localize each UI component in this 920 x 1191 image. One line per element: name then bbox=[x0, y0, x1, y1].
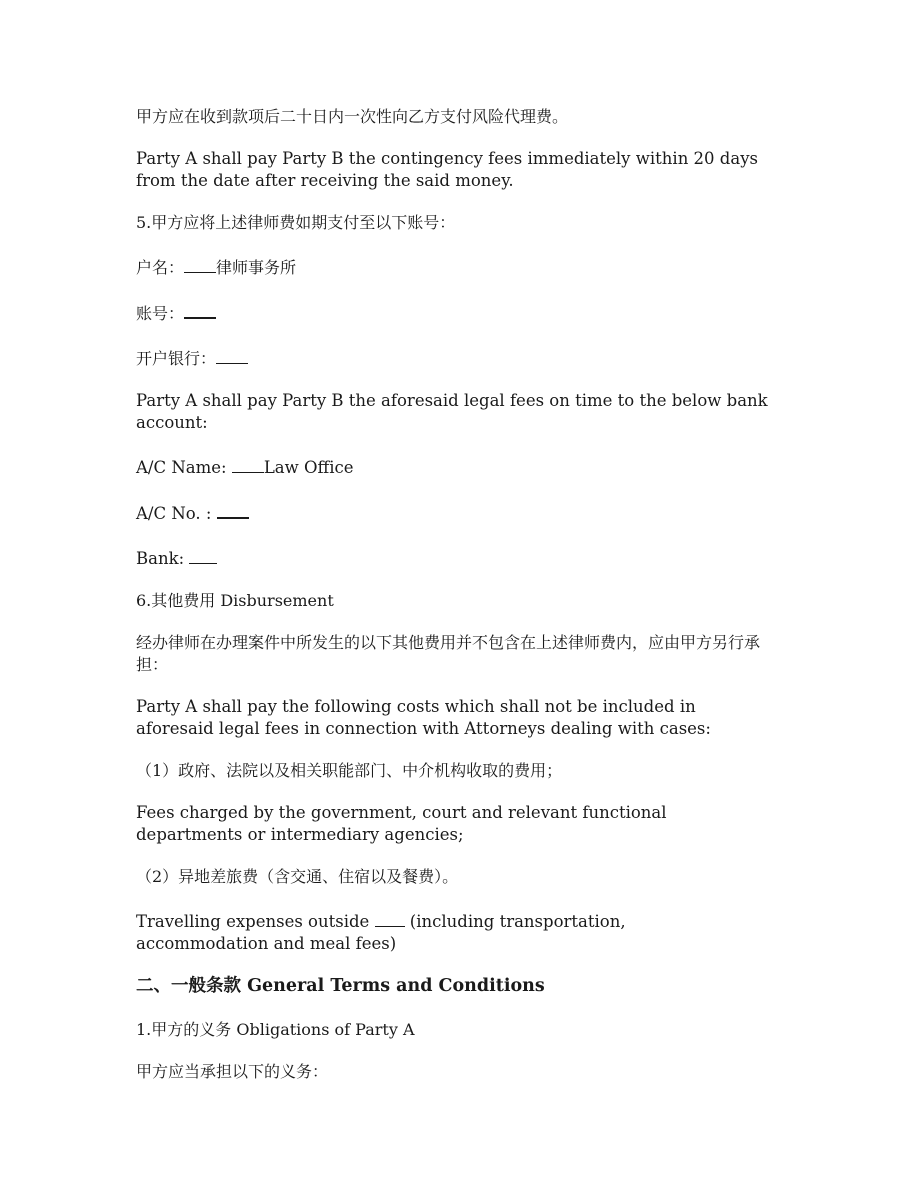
blank-line bbox=[189, 545, 217, 564]
bank-name-en bbox=[136, 545, 796, 570]
paragraph-obligations-intro-cn: 甲方应当承担以下的义务： bbox=[136, 1062, 329, 1081]
document-body bbox=[136, 106, 796, 1103]
blank-line bbox=[217, 499, 249, 519]
account-name-label: 户名： bbox=[136, 258, 185, 277]
paragraph-disbursement-en: Party A shall pay the following costs which shall not be included in aforesaid legal fees in connection with Attorneys dealing with cases: bbox=[136, 697, 711, 738]
paragraph-payment-timing-en: Party A shall pay Party B the contingency fees immediately within 20 days from the date after receiving the said money. bbox=[136, 149, 764, 190]
bank-name-label: 开户银行： bbox=[136, 349, 217, 368]
blank-line bbox=[375, 908, 405, 927]
paragraph-payment-timing-cn: 甲方应在收到款项后二十日内一次性向乙方支付风险代理费。 bbox=[136, 107, 569, 126]
travel-prefix: Travelling expenses outside bbox=[136, 912, 375, 931]
travel-suffix: (including transportation, accommodation and meal fees) bbox=[136, 912, 631, 953]
section-disbursement-title: 6.其他费用 Disbursement bbox=[136, 591, 334, 610]
account-name-suffix: 律师事务所 bbox=[216, 258, 297, 277]
blank-line bbox=[216, 345, 248, 364]
item-2-cn: （2）异地差旅费（含交通、住宿以及餐费）。 bbox=[136, 867, 459, 886]
account-number-label-en: A/C No. : bbox=[136, 504, 217, 523]
item-1-en: Fees charged by the government, court and relevant functional departments or intermediary agencies; bbox=[136, 803, 672, 844]
section-heading-general-terms: 二、一般条款 General Terms and Conditions bbox=[136, 976, 545, 996]
account-name-en bbox=[136, 454, 796, 479]
bank-name-label-en: Bank: bbox=[136, 549, 190, 568]
account-name-cn bbox=[136, 254, 796, 279]
account-number-cn bbox=[136, 299, 796, 325]
blank-line bbox=[184, 254, 216, 273]
blank-line bbox=[184, 299, 216, 319]
paragraph-account-intro-en: Party A shall pay Party B the aforesaid legal fees on time to the below bank account: bbox=[136, 391, 773, 432]
account-number-en bbox=[136, 499, 796, 525]
subsection-obligations-party-a: 1.甲方的义务 Obligations of Party A bbox=[136, 1020, 415, 1039]
bank-name-cn bbox=[136, 345, 796, 370]
item-1-cn: （1）政府、法院以及相关职能部门、中介机构收取的费用； bbox=[136, 761, 563, 780]
paragraph-account-intro-cn: 5.甲方应将上述律师费如期支付至以下账号： bbox=[136, 213, 456, 232]
paragraph-disbursement-cn: 经办律师在办理案件中所发生的以下其他费用并不包含在上述律师费内，应由甲方另行承担： bbox=[136, 633, 761, 674]
account-name-label-en: A/C Name: bbox=[136, 458, 232, 477]
account-number-label: 账号： bbox=[136, 304, 185, 323]
item-2-en bbox=[136, 908, 761, 955]
blank-line bbox=[232, 454, 264, 473]
account-name-suffix-en: Law Office bbox=[263, 458, 354, 477]
